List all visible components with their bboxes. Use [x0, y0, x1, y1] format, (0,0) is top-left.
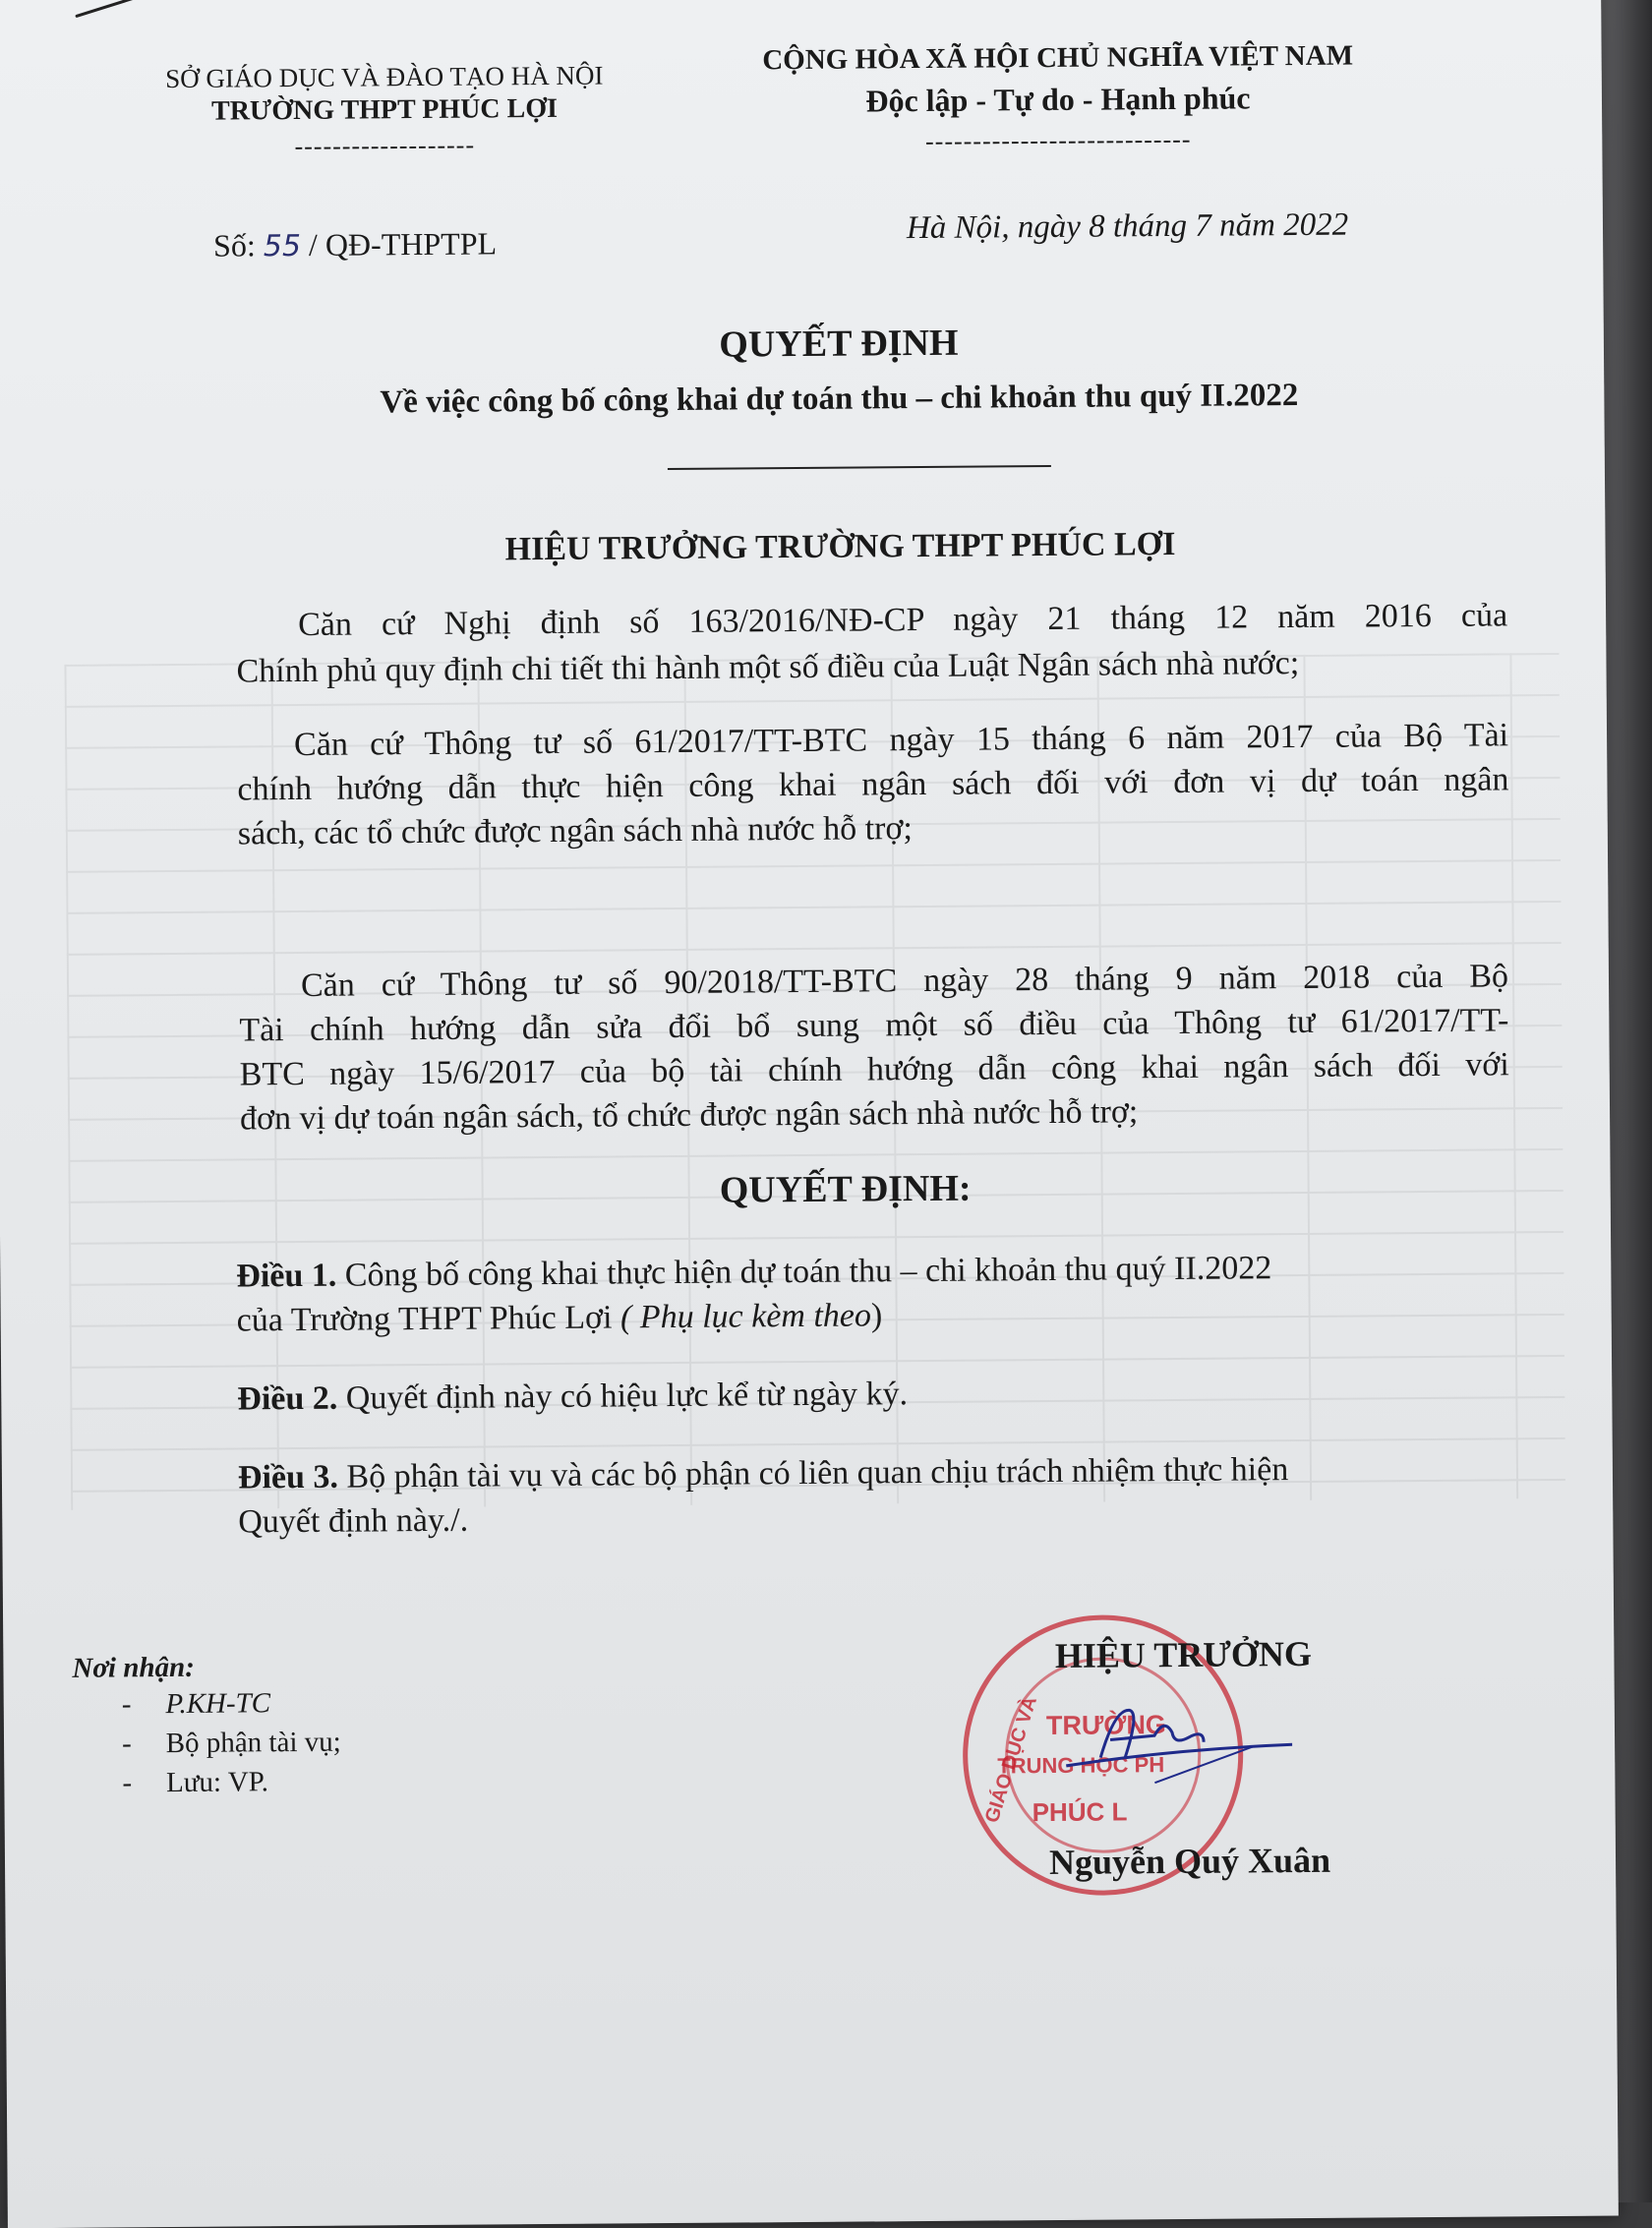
- seal-text: PHÚC L: [1032, 1796, 1128, 1828]
- country-name: CỘNG HÒA XÃ HỘI CHỦ NGHĨA VIỆT NAM: [762, 39, 1354, 77]
- ministry-name: SỞ GIÁO DỤC VÀ ĐÀO TẠO HÀ NỘI: [165, 60, 604, 94]
- basis-3-line-4: đơn vị dự toán ngân sách, tổ chức được ngân sách nhà nước hỗ trợ;: [239, 1093, 1139, 1138]
- date-line: Hà Nội, ngày 8 tháng 7 năm 2022: [906, 206, 1349, 247]
- decision-heading: QUYẾT ĐỊNH:: [719, 1167, 972, 1211]
- signer-role: HIỆU TRƯỞNG: [1054, 1633, 1313, 1675]
- recipient-label: P.KH-TC: [165, 1687, 271, 1721]
- article-2-label: Điều 2.: [237, 1379, 338, 1418]
- article-1-label: Điều 1.: [236, 1257, 337, 1295]
- basis-1-line-1: Căn cứ Nghị định số 163/2016/NĐ-CP ngày 21 tháng 12 năm 2016 của: [297, 597, 1508, 643]
- document-title: QUYẾT ĐỊNH: [719, 322, 959, 366]
- seal-rim-text: GIÁO DỤC VÀ: [980, 1693, 1042, 1826]
- recipient-label: Bộ phận tài vụ;: [165, 1726, 341, 1760]
- title-underline: [668, 465, 1051, 470]
- recipient-label: Lưu: VP.: [165, 1766, 268, 1799]
- number-prefix: Số:: [212, 227, 256, 264]
- recipient-item: - Lưu: VP.: [122, 1766, 268, 1799]
- basis-2-line-3: sách, các tổ chức được ngân sách nhà nước hỗ trợ;: [237, 810, 913, 852]
- school-name: TRƯỜNG THPT PHÚC LỢI: [210, 92, 559, 127]
- recipient-item: - Bộ phận tài vụ;: [121, 1726, 341, 1760]
- article-1-line-2: [237, 1297, 883, 1339]
- issuing-authority: HIỆU TRƯỞNG TRƯỜNG THPT PHÚC LỢI: [504, 525, 1176, 568]
- basis-2-line-1: Căn cứ Thông tư số 61/2017/TT-BTC ngày 15 tháng 6 năm 2017 của Bộ Tài: [293, 717, 1509, 764]
- article-3-label: Điều 3.: [237, 1458, 339, 1496]
- document-subject: Về việc công bố công khai dự toán thu – chi khoản thu quý II.2022: [380, 377, 1299, 421]
- article-2: [237, 1376, 908, 1418]
- basis-3-line-2: Tài chính hướng dẫn sửa đổi bổ sung một số điều của Thông tư 61/2017/TT-: [239, 1002, 1509, 1049]
- article-1-text: Công bố công khai thực hiện dự toán thu – chi khoản thu quý II.2022: [336, 1250, 1272, 1294]
- article-1-line-2-text: của Trường THPT Phúc Lợi: [236, 1299, 621, 1339]
- left-header-rule: -------------------: [294, 130, 476, 161]
- handwritten-signature: [1007, 1687, 1293, 1802]
- right-header-rule: ----------------------------: [924, 124, 1192, 155]
- national-motto: Độc lập - Tự do - Hạnh phúc: [865, 80, 1251, 119]
- basis-3-line-3: BTC ngày 15/6/2017 của bộ tài chính hướng dẫn công khai ngân sách đối với: [239, 1046, 1509, 1093]
- seal-text: TRUNG HỌC PH: [997, 1752, 1165, 1779]
- document-number: [213, 225, 497, 264]
- seal-text: TRƯỜNG: [1045, 1710, 1166, 1741]
- number-suffix: / QĐ-THPTPL: [308, 225, 498, 263]
- recipient-item: - P.KH-TC: [121, 1687, 271, 1721]
- recipients-heading: Nơi nhận:: [72, 1651, 195, 1684]
- article-3-text: Bộ phận tài vụ và các bộ phận có liên quan chịu trách nhiệm thực hiện: [337, 1451, 1289, 1495]
- basis-2-line-2: chính hướng dẫn thực hiện công khai ngân sách đối với đơn vị dự toán ngân: [237, 761, 1509, 808]
- pen-mark: [75, 0, 137, 18]
- appendix-close: ): [870, 1297, 883, 1334]
- article-2-text: Quyết định này có hiệu lực kể từ ngày ký.: [337, 1376, 909, 1417]
- article-3-line-2: Quyết định này./.: [238, 1501, 469, 1541]
- appendix-note: ( Phụ lục kèm theo: [620, 1297, 872, 1336]
- signer-name: Nguyễn Quý Xuân: [1048, 1840, 1331, 1883]
- basis-1-line-2: Chính phủ quy định chi tiết thi hành một số điều của Luật Ngân sách nhà nước;: [236, 644, 1300, 690]
- signature-stroke: [1007, 1687, 1293, 1797]
- basis-3-line-1: Căn cứ Thông tư số 90/2018/TT-BTC ngày 28 tháng 9 năm 2018 của Bộ: [300, 958, 1509, 1004]
- handwritten-number: 55: [263, 228, 302, 264]
